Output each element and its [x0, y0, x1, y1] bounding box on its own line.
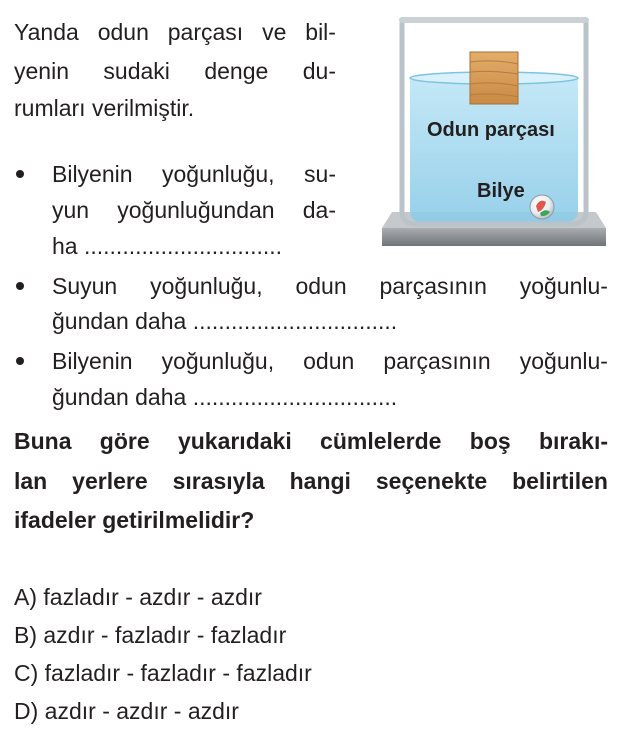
word: hangi	[289, 468, 351, 494]
question-line-2	[14, 467, 608, 495]
word: yukarıdaki	[177, 428, 292, 454]
word: Yanda	[14, 19, 79, 45]
statement-3-line-1	[52, 347, 608, 375]
wood-block	[470, 52, 518, 104]
word: boş	[469, 428, 511, 454]
word: seçenekte	[375, 468, 488, 494]
beaker-figure	[378, 10, 610, 250]
word: lan	[14, 468, 48, 494]
option-b[interactable]	[14, 621, 286, 649]
word: su-	[304, 161, 336, 187]
word: du-	[302, 58, 336, 84]
word: yoğunluğu,	[161, 348, 275, 374]
option-b-letter: B)	[14, 622, 37, 648]
word: parçasının	[379, 273, 487, 299]
statement-2-blank: ğundan daha ................................	[52, 308, 398, 334]
word: da-	[302, 197, 336, 223]
bullet-2	[16, 282, 24, 290]
question-line-3: ifadeler getirilmelidir?	[14, 507, 255, 533]
option-c-text: fazladır - fazladır - fazladır	[44, 660, 312, 686]
word: Bilyenin	[52, 161, 133, 187]
word: yoğunluğundan	[117, 197, 275, 223]
word: yoğunluğu,	[150, 273, 263, 299]
word: Buna	[14, 428, 72, 454]
word: belirtilen	[512, 468, 608, 494]
statement-1-line-1	[52, 160, 336, 188]
option-a-text: fazladır - azdır - azdır	[43, 584, 262, 610]
option-d-text: azdır - azdır - azdır	[44, 698, 239, 724]
option-c[interactable]	[14, 659, 312, 687]
statement-1-blank: ha ...............................	[52, 233, 283, 259]
word: bil-	[305, 19, 336, 45]
word: yerlere	[72, 468, 148, 494]
word: yoğunlu-	[519, 348, 608, 374]
word: denge	[204, 58, 269, 84]
word: yenin	[14, 58, 69, 84]
option-d-letter: D)	[14, 698, 39, 724]
word: sudaki	[103, 58, 170, 84]
bullet-3	[16, 357, 24, 365]
word: bırakı-	[538, 428, 608, 454]
word: yoğunlu-	[519, 273, 608, 299]
wood-label: Odun parçası	[427, 119, 555, 141]
option-a-letter: A)	[14, 584, 37, 610]
word: parçası	[167, 19, 244, 45]
word: Suyun	[52, 273, 118, 299]
option-d[interactable]	[14, 697, 239, 725]
word: göre	[99, 428, 150, 454]
word: yoğunluğu,	[162, 161, 275, 187]
statement-1-line-2	[52, 196, 336, 224]
word: odun	[295, 273, 347, 299]
word: Bilyenin	[52, 348, 133, 374]
statement-2-line-1	[52, 272, 608, 300]
word: odun	[97, 19, 149, 45]
statement-3-blank: ğundan daha ................................	[52, 384, 398, 410]
word: ve	[262, 19, 287, 45]
intro-line-1	[14, 18, 336, 46]
stand-front	[382, 228, 606, 246]
word: parçasının	[383, 348, 491, 374]
option-b-text: azdır - fazladır - fazladır	[43, 622, 287, 648]
option-c-letter: C)	[14, 660, 39, 686]
question-line-1	[14, 427, 608, 455]
ball-label: Bilye	[477, 180, 525, 202]
word: yun	[52, 197, 90, 223]
word: sırasıyla	[172, 468, 265, 494]
intro-line-2	[14, 57, 336, 85]
bullet-1	[16, 170, 24, 178]
option-a[interactable]	[14, 583, 262, 611]
word: odun	[303, 348, 355, 374]
word: cümlelerde	[320, 428, 442, 454]
intro-line-3: rumları verilmiştir.	[14, 95, 195, 121]
